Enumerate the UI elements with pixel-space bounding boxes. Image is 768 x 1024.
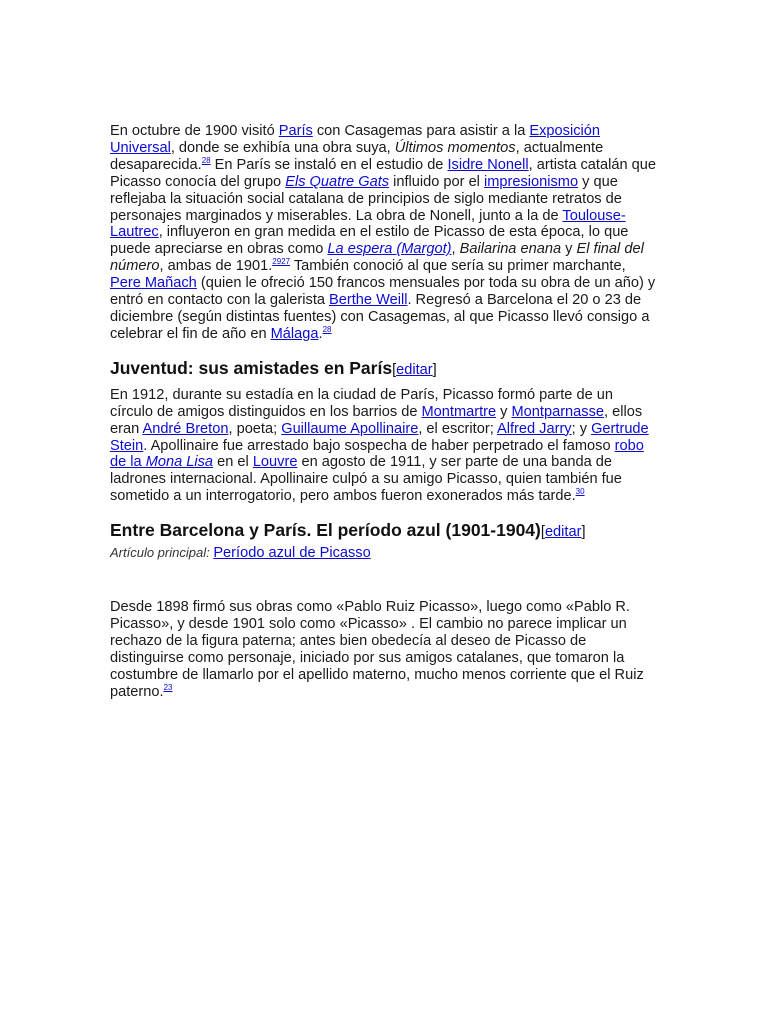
reference-2927[interactable]: 2927 xyxy=(272,257,291,267)
text: . Apollinaire fue arrestado bajo sospecha de haber perpetrado el famoso xyxy=(143,437,615,454)
link-text: robo de la xyxy=(110,437,644,471)
section-heading-juventud xyxy=(110,358,658,380)
text: , donde se exhibía una obra suya, xyxy=(170,139,395,156)
text: , ambas de 1901. xyxy=(159,258,273,275)
title-el-final-del-numero: El final del número xyxy=(110,241,644,275)
main-article-label: Artículo principal: xyxy=(110,545,214,561)
text: En octubre de 1900 visitó xyxy=(110,123,279,139)
link-malaga[interactable]: Málaga xyxy=(270,325,319,342)
link-els-quatre-gats[interactable]: Els Quatre Gats xyxy=(285,173,390,190)
title-ultimos-momentos: Últimos momentos xyxy=(394,139,516,156)
link-andre-breton[interactable]: André Breton xyxy=(142,420,229,437)
text: En París se instaló en el estudio de xyxy=(210,156,448,173)
heading-text: Juventud: sus amistades en París xyxy=(110,357,393,378)
bracket-close: ] xyxy=(581,524,586,541)
edit-section xyxy=(392,362,437,378)
article-body xyxy=(110,123,658,701)
bracket-open: [ xyxy=(540,524,545,541)
text: Desde 1898 firmó sus obras como «Pablo Ruiz Picasso», luego como «Pablo R. Picasso», y desde 1901 solo como «Picasso» . El cambio no parece implicar un rechazo de la figura paterna; antes bien obedecía al deseo de Picasso de distinguirse como personaje, iniciado por sus amigos catalanes, que tomaron la costumbre de llamarlo por el apellido materno, mucho menos corriente que el Ruiz paterno. xyxy=(110,599,644,700)
link-montmartre[interactable]: Montmartre xyxy=(421,403,497,420)
text: , xyxy=(451,241,460,258)
text: (quien le ofreció 150 francos mensuales por toda su obra de un año) y entró en contacto con la galerista xyxy=(110,275,656,309)
link-exposicion-universal[interactable]: Exposición Universal xyxy=(110,123,600,156)
edit-link-juventud[interactable]: editar xyxy=(396,361,433,378)
text: en agosto de 1911, y ser parte de una banda de ladrones internacional. Apollinaire culpó a su amigo Picasso, quien también fue sometido a un interrogatorio, pero ambos fueron exonerados más tarde. xyxy=(110,454,622,505)
text: en el xyxy=(213,454,253,471)
text: , ellos eran xyxy=(110,403,643,437)
link-paris[interactable]: París xyxy=(278,123,313,139)
heading-text: Entre Barcelona y París. El período azul (1901-1904) xyxy=(110,520,541,541)
paragraph-juventud xyxy=(110,387,658,505)
link-alfred-jarry[interactable]: Alfred Jarry xyxy=(497,420,572,437)
text: . xyxy=(318,325,323,342)
text: ; y xyxy=(571,420,592,437)
text: y xyxy=(496,403,512,420)
link-pere-manach[interactable]: Pere Mañach xyxy=(110,275,197,292)
title-bailarina-enana: Bailarina enana xyxy=(459,241,562,258)
text: . Regresó a Barcelona el 20 o 23 de diciembre (según distintas fuentes) con Casagemas, al que Picasso llevó consigo a celebrar el fin de año en xyxy=(110,292,650,342)
text: y que reflejaba la situación social catalana de principios de siglo mediante retratos de personajes marginados y miserables. La obra de Nonell, junto a la de xyxy=(110,173,622,224)
link-berthe-weill[interactable]: Berthe Weill xyxy=(329,292,408,309)
bracket-open: [ xyxy=(392,361,397,378)
text: , poeta; xyxy=(228,420,282,437)
main-article-note xyxy=(110,544,658,562)
link-periodo-azul-de-picasso[interactable]: Período azul de Picasso xyxy=(213,545,371,562)
text: , el escritor; xyxy=(418,420,497,437)
paragraph-firma xyxy=(110,599,658,700)
reference-30[interactable]: 30 xyxy=(575,487,585,497)
text: , actualmente desaparecida. xyxy=(110,139,604,173)
edit-link-periodo-azul[interactable]: editar xyxy=(544,524,582,541)
link-isidre-nonell[interactable]: Isidre Nonell xyxy=(447,156,529,173)
reference-23[interactable]: 23 xyxy=(163,682,173,692)
text: , artista catalán que Picasso conocía del grupo xyxy=(110,156,656,190)
text: , influyeron en gran medida en el estilo de Picasso de esta época, lo que puede apreciarse en obras como xyxy=(110,224,629,258)
text: influido por el xyxy=(389,173,484,190)
bracket-close: ] xyxy=(432,361,437,378)
link-impresionismo[interactable]: impresionismo xyxy=(483,173,579,190)
reference-28-second[interactable]: 28 xyxy=(322,324,332,334)
reference-28[interactable]: 28 xyxy=(201,155,211,165)
link-guillaume-apollinaire[interactable]: Guillaume Apollinaire xyxy=(281,420,419,437)
link-text-italic: Mona Lisa xyxy=(145,454,214,471)
edit-section xyxy=(541,524,586,540)
paragraph-paris-1900 xyxy=(110,123,658,343)
text: En 1912, durante su estadía en la ciudad de París, Picasso formó parte de un círculo de amigos distinguidos en los barrios de xyxy=(110,386,613,420)
text: y xyxy=(561,241,577,258)
section-heading-periodo-azul xyxy=(110,520,658,542)
link-montparnasse[interactable]: Montparnasse xyxy=(511,403,604,420)
link-louvre[interactable]: Louvre xyxy=(252,454,298,471)
text: También conoció al que sería su primer marchante, xyxy=(290,258,626,275)
text: con Casagemas para asistir a la xyxy=(312,123,530,139)
link-gertrude-stein[interactable]: Gertrude Stein xyxy=(110,420,649,454)
link-la-espera-margot[interactable]: La espera (Margot) xyxy=(327,241,452,258)
link-toulouse-lautrec[interactable]: Toulouse-Lautrec xyxy=(110,207,626,241)
